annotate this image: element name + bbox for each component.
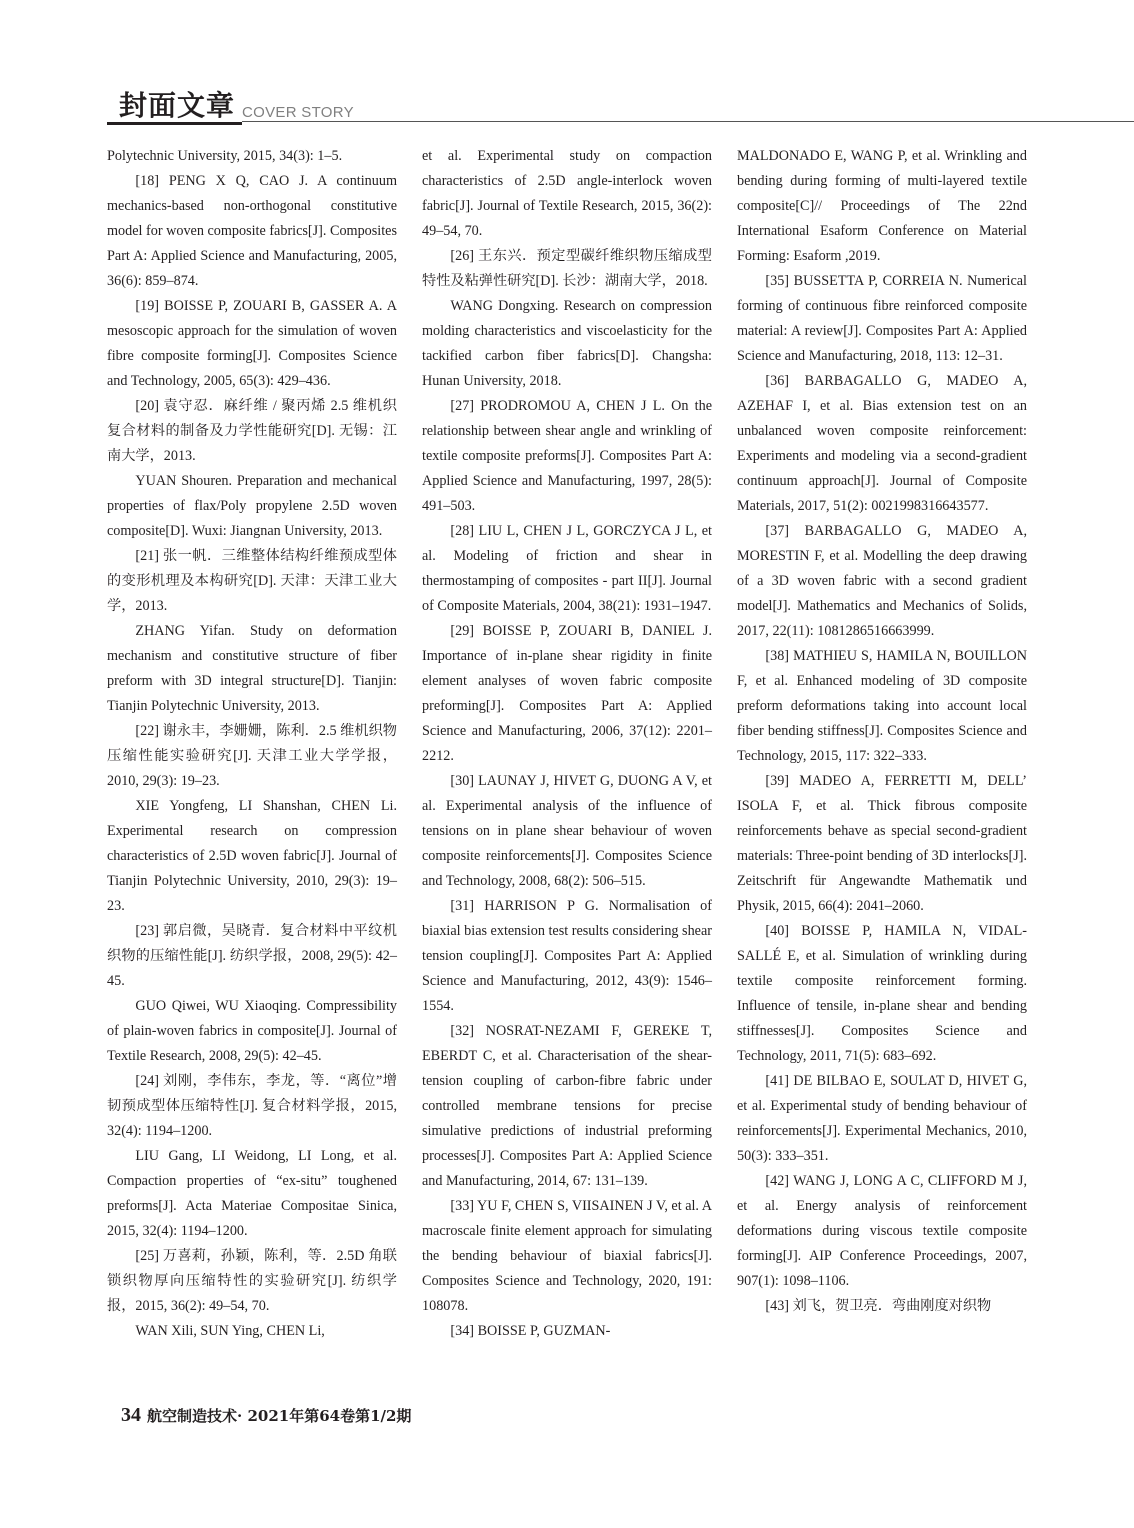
reference-entry: [18] PENG X Q, CAO J. A continuum mechanics-based non-orthogonal constitutive model for woven composite fabrics[J]. Composites Part A: Applied Science and Manufacturing, 2005, 36(6): 859–874. — [107, 173, 397, 289]
reference-entry: WAN Xili, SUN Ying, CHEN Li, — [135, 1323, 325, 1339]
reference-entry: [30] LAUNAY J, HIVET G, DUONG A V, et al. Experimental analysis of the influence of tensions on in plane shear behaviour of woven composite reinforcements[J]. Composites Science and Technology, 2008, 68(2): 506–515. — [422, 773, 712, 889]
reference-entry: [39] MADEO A, FERRETTI M, DELL’ ISOLA F, et al. Thick fibrous composite reinforcements behave as special second-gradient materials: Three-point bending of 3D interlocks[J]. Zeitschrift für Angewandte Mathematik und Physik, 2015, 66(4): 2041–2060. — [737, 773, 1027, 914]
page-number: 34 — [121, 1404, 141, 1426]
reference-entry: [41] DE BILBAO E, SOULAT D, HIVET G, et al. Experimental study of bending behaviour of reinforcements[J]. Experimental Mechanics, 2010, 50(3): 333–351. — [737, 1073, 1027, 1164]
reference-entry: [43] 刘飞，贺卫亮．弯曲刚度对织物 — [765, 1298, 992, 1314]
reference-entry: [29] BOISSE P, ZOUARI B, DANIEL J. Importance of in-plane shear rigidity in finite element analyses of woven fabric composite preforming[J]. Composites Part A: Applied Science and Manufacturing, 2006, 37(12): 2201–2212. — [422, 623, 712, 764]
reference-entry: [33] YU F, CHEN S, VIISAINEN J V, et al. A macroscale finite element approach for simulating the bending behaviour of biaxial fabrics[J]. Composites Science and Technology, 2020, 191: 108078. — [422, 1198, 712, 1314]
page-header — [107, 84, 1134, 124]
reference-entry: [22] 谢永丰，李姗姗，陈利．2.5 维机织物压缩性能实验研究[J]. 天津工业大学学报，2010, 29(3): 19–23. — [107, 723, 397, 789]
reference-entry: [27] PRODROMOU A, CHEN J L. On the relationship between shear angle and wrinkling of textile composite preforms[J]. Composites Part A: Applied Science and Manufacturing, 1997, 28(5): 491–503. — [422, 398, 712, 514]
reference-entry: LIU Gang, LI Weidong, LI Long, et al. Compaction properties of “ex-situ” toughened preforms[J]. Acta Materiae Compositae Sinica, 2015, 32(4): 1194–1200. — [107, 1148, 397, 1239]
reference-entry: GUO Qiwei, WU Xiaoqing. Compressibility of plain-woven fabrics in composite[J]. Journal of Textile Research, 2008, 29(5): 42–45. — [107, 998, 397, 1064]
reference-entry: [42] WANG J, LONG A C, CLIFFORD M J, et al. Energy analysis of reinforcement deformations during viscous textile composite forming[J]. AIP Conference Proceedings, 2007, 907(1): 1098–1106. — [737, 1173, 1027, 1289]
reference-entry: [25] 万喜莉，孙颖，陈利，等．2.5D 角联锁织物厚向压缩特性的实验研究[J]. 纺织学报，2015, 36(2): 49–54, 70. — [107, 1248, 397, 1314]
reference-entry: Polytechnic University, 2015, 34(3): 1–5. — [107, 148, 343, 164]
reference-entry: [24] 刘刚，李伟东，李龙，等．“离位”增韧预成型体压缩特性[J]. 复合材料学报，2015, 32(4): 1194–1200. — [107, 1073, 397, 1139]
reference-entry: et al. Experimental study on compaction characteristics of 2.5D angle-interlock woven fabric[J]. Journal of Textile Research, 2015, 36(2): 49–54, 70. — [422, 148, 712, 239]
reference-entry: [23] 郭启微，吴晓青．复合材料中平纹机织物的压缩性能[J]. 纺织学报，2008, 29(5): 42–45. — [107, 923, 397, 989]
reference-entry: MALDONADO E, WANG P, et al. Wrinkling and bending during forming of multi-layered textile composite[C]// Proceedings of The 22nd International Esaform Conference on Material Forming: Esaform ,2019. — [737, 148, 1027, 264]
reference-entry: [31] HARRISON P G. Normalisation of biaxial bias extension test results considering shear tension coupling[J]. Composites Part A: Applied Science and Manufacturing, 2012, 43(9): 1546–1554. — [422, 898, 712, 1014]
reference-entry: [36] BARBAGALLO G, MADEO A, AZEHAF I, et al. Bias extension test on an unbalanced woven composite reinforcement: Experiments and modeling via a second-gradient continuum approach[J]. Journal of Composite Materials, 2017, 51(2): 0021998316643577. — [737, 373, 1027, 514]
reference-entry: YUAN Shouren. Preparation and mechanical properties of flax/Poly propylene 2.5D woven composite[D]. Wuxi: Jiangnan University, 2013. — [107, 473, 397, 539]
reference-entry: [34] BOISSE P, GUZMAN- — [450, 1323, 611, 1339]
journal-name: 航空制造技术 — [147, 1407, 238, 1425]
reference-entry: [20] 袁守忍．麻纤维 / 聚丙烯 2.5 维机织复合材料的制备及力学性能研究[D]. 无锡：江南大学，2013. — [107, 398, 397, 464]
reference-entry: [35] BUSSETTA P, CORREIA N. Numerical forming of continuous fibre reinforced composite material: A review[J]. Composites Part A: Applied Science and Manufacturing, 2018, 113: 12–31. — [737, 273, 1027, 364]
reference-column-2 — [422, 144, 712, 1344]
reference-entry: WANG Dongxing. Research on compression molding characteristics and viscoelasticity for the tackified carbon fiber fabrics[D]. Changsha: Hunan University, 2018. — [422, 298, 712, 389]
reference-column-3 — [737, 144, 1027, 1319]
reference-entry: [26] 王东兴．预定型碳纤维织物压缩成型特性及粘弹性研究[D]. 长沙：湖南大学，2018. — [422, 248, 712, 289]
reference-entry: [28] LIU L, CHEN J L, GORCZYCA J L, et al. Modeling of friction and shear in thermostamping of composites - part II[J]. Journal of Composite Materials, 2004, 38(21): 1931–1947. — [422, 523, 712, 614]
reference-entry: [40] BOISSE P, HAMILA N, VIDAL-SALLÉ E, et al. Simulation of wrinkling during textile composite reinforcement forming. Influence of tensile, in-plane shear and bending stiffnesses[J]. Composites Science and Technology, 2011, 71(5): 683–692. — [737, 923, 1027, 1064]
reference-entry: [37] BARBAGALLO G, MADEO A, MORESTIN F, et al. Modelling the deep drawing of a 3D woven fabric with a second gradient model[J]. Mathematics and Mechanics of Solids, 2017, 22(11): 1081286516663999. — [737, 523, 1027, 639]
reference-entry: ZHANG Yifan. Study on deformation mechanism and constitutive structure of fiber preform with 3D integral structure[D]. Tianjin: Tianjin Polytechnic University, 2013. — [107, 623, 397, 714]
reference-entry: [21] 张一帆．三维整体结构纤维预成型体的变形机理及本构研究[D]. 天津：天津工业大学，2013. — [107, 548, 397, 614]
header-rule-thin — [242, 121, 1134, 122]
reference-entry: [19] BOISSE P, ZOUARI B, GASSER A. A mesoscopic approach for the simulation of woven fibre composite forming[J]. Composites Science and Technology, 2005, 65(3): 429–436. — [107, 298, 397, 389]
section-title-cn: 封面文章 — [119, 89, 236, 122]
reference-column-1 — [107, 144, 397, 1344]
page-footer — [121, 1404, 411, 1427]
section-title-en: COVER STORY — [242, 104, 354, 121]
reference-entry: [32] NOSRAT-NEZAMI F, GEREKE T, EBERDT C, et al. Characterisation of the shear-tension coupling of carbon-fibre fabric under controlled membrane tensions for precise simulative predictions of industrial preforming processes[J]. Composites Part A: Applied Science and Manufacturing, 2014, 67: 131–139. — [422, 1023, 712, 1189]
reference-entry: XIE Yongfeng, LI Shanshan, CHEN Li. Experimental research on compression characteristics of 2.5D woven fabric[J]. Journal of Tianjin Polytechnic University, 2010, 29(3): 19–23. — [107, 798, 397, 914]
reference-entry: [38] MATHIEU S, HAMILA N, BOUILLON F, et al. Enhanced modeling of 3D composite preform deformations taking into account local fiber bending stiffness[J]. Composites Science and Technology, 2015, 117: 322–333. — [737, 648, 1027, 764]
header-rule-thick — [107, 122, 242, 125]
journal-issue: · 2021年第64卷第1/2期 — [237, 1407, 412, 1425]
